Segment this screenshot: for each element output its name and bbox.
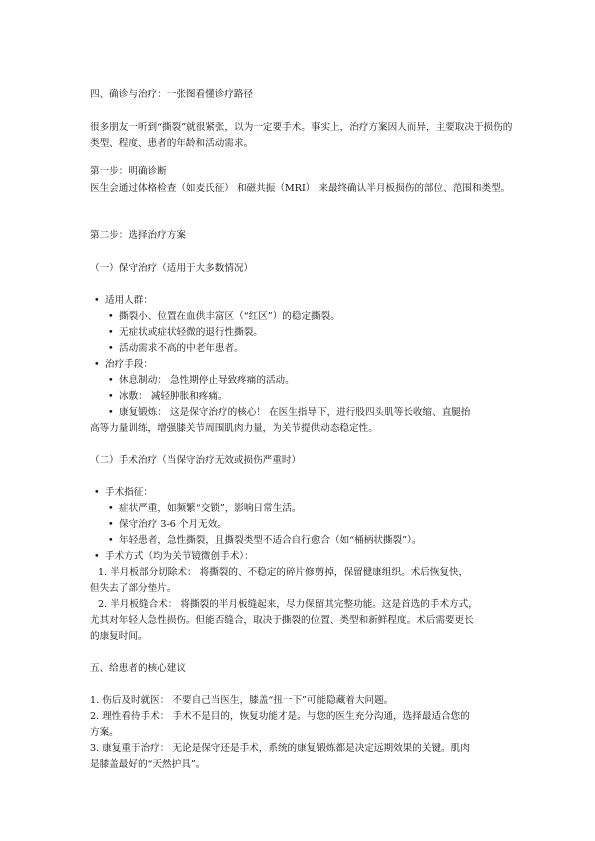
list-item: • 症状严重，如频繁“交锁”，影响日常生活。 — [119, 501, 302, 517]
step-2-title: 第二步：选择治疗方案 — [90, 230, 186, 241]
section-4-intro: 很多朋友一听到“撕裂”就很紧张，以为一定要手术。事实上，治疗方案因人而异，主要取决于损伤的类型、程度、患者的年龄和活动需求。 — [90, 122, 513, 149]
advice-3-cont: 是膝盖最好的“天然护具”。 — [90, 759, 206, 770]
surgery-title: （二）手术治疗（当保守治疗无效或损伤严重时） — [90, 455, 302, 466]
advice-2-cont: 方案。 — [90, 727, 119, 738]
list-item: • 休息制动： 急性期停止导致疼痛的活动。 — [119, 373, 295, 389]
means-label: • 治疗手段： — [105, 357, 153, 373]
section-4-heading: 四、确诊与治疗：一张图看懂诊疗路径 — [90, 89, 254, 100]
list-item: • 无症状或症状轻微的退行性撕裂。 — [119, 325, 263, 341]
method-2-text-cont: 的康复时间。 — [90, 631, 148, 642]
rehab-text: • 康复锻炼： 这是保守治疗的核心！ 在医生指导下，进行股四头肌等长收缩、直腿抬 — [119, 405, 470, 421]
list-item: • 保守治疗 3-6 个月无效。 — [119, 517, 227, 533]
method-1-text: 1. 半月板部分切除术： 将撕裂的、不稳定的碎片修剪掉，保留健康组织。术后恢复快， — [98, 567, 469, 578]
section-5-heading: 五、给患者的核心建议 — [90, 663, 186, 674]
indication-label: • 手术指征： — [105, 485, 153, 501]
list-item: • 年轻患者，急性撕裂，且撕裂类型不适合自行愈合（如“桶柄状撕裂”）。 — [119, 533, 421, 549]
list-item: • 冰敷： 减轻肿胀和疼痛。 — [119, 389, 228, 405]
advice-1: 1. 伤后及时就医： 不要自己当医生，膝盖“扭一下”可能隐藏着大问题。 — [90, 695, 394, 706]
advice-3: 3. 康复重于治疗： 无论是保守还是手术，系统的康复锻炼都是决定远期效果的关键。肌肉 — [90, 743, 470, 754]
step-1-title: 第一步：明确诊断 — [90, 166, 167, 177]
list-item: • 活动需求不高的中老年患者。 — [119, 341, 244, 357]
method-1-text-cont: 但失去了部分垫片。 — [90, 583, 177, 594]
method-2-text: 2. 半月板缝合术： 将撕裂的半月板缝起来，尽力保留其完整功能。这是首选的手术方式， — [98, 599, 478, 610]
method-label: • 手术方式（均为关节镜微创手术）： — [105, 549, 254, 565]
rehab-text-cont: 高等力量训练，增强膝关节周围肌肉力量，为关节提供动态稳定性。 — [90, 423, 378, 434]
conservative-title: （一）保守治疗（适用于大多数情况） — [90, 263, 254, 274]
list-item: • 撕裂小、位置在血供丰富区（“红区”）的稳定撕裂。 — [119, 309, 340, 325]
who-label: • 适用人群： — [105, 293, 153, 309]
advice-2: 2. 理性看待手术： 手术不是目的，恢复功能才是。与您的医生充分沟通，选择最适合您的 — [90, 711, 470, 722]
step-1-text: 医生会通过体格检查（如麦氏征） 和磁共振（MRI） 来最终确认半月板损伤的部位、范围和类型。 — [90, 183, 511, 194]
method-2-text-cont: 尤其对年轻人急性损伤。但能否缝合，取决于撕裂的位置、类型和新鲜程度。术后需要更长 — [90, 615, 474, 626]
